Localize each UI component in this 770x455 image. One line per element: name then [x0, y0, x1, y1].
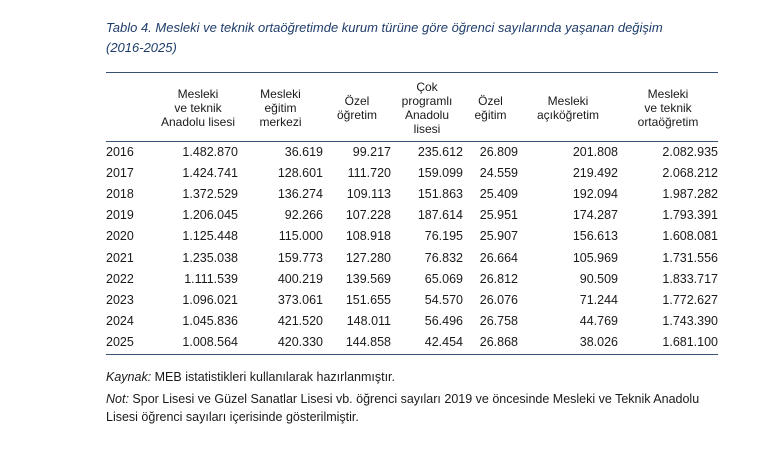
value-cell: 76.832: [424, 250, 463, 265]
note-text: Spor Lisesi ve Güzel Sanatlar Lisesi vb. öğrenci sayıları 2019 ve öncesinde Mesleki ve Teknik Anadolu Lisesi öğrenci sayıları içerisinde gösterilmiştir.: [106, 392, 700, 424]
student-count-table: [106, 74, 718, 353]
table-bottom-rule: [106, 354, 718, 355]
column-header-line: ve teknik: [644, 100, 692, 115]
value-cell: 421.520: [277, 314, 323, 329]
value-cell: 1.206.045: [182, 208, 238, 223]
value-cell: 1.372.529: [182, 186, 238, 201]
table-row: [106, 226, 718, 247]
value-cell: 373.061: [277, 292, 323, 307]
value-cell: 26.868: [479, 335, 518, 350]
table-caption: [106, 18, 726, 58]
column-header-line: lisesi: [413, 121, 441, 136]
value-cell: 187.614: [417, 208, 463, 223]
column-header-line: Mesleki: [647, 86, 689, 101]
value-cell: 105.969: [572, 250, 618, 265]
value-cell: 1.681.100: [662, 335, 718, 350]
column-header-6: [518, 74, 618, 141]
table-row: [106, 141, 718, 162]
column-header-line: Mesleki: [260, 86, 301, 101]
value-cell: 1.125.448: [182, 229, 238, 244]
note-label: Not:: [106, 392, 129, 406]
value-cell: 56.496: [424, 314, 463, 329]
year-header: [106, 74, 158, 141]
value-cell: 1.743.390: [662, 314, 718, 329]
column-header-1: [158, 74, 238, 141]
value-cell: 99.217: [352, 144, 391, 159]
value-cell: 1.008.564: [182, 335, 238, 350]
value-cell: 26.809: [479, 144, 518, 159]
value-cell: 1.045.836: [182, 314, 238, 329]
value-cell: 128.601: [277, 165, 323, 180]
value-cell: 54.570: [424, 292, 463, 307]
column-header-line: Özel: [344, 93, 370, 108]
value-cell: 1.096.021: [182, 292, 238, 307]
table-row: [106, 162, 718, 183]
year-cell: 2020: [106, 229, 134, 244]
column-header-line: Çok: [416, 79, 438, 94]
value-cell: 144.858: [345, 335, 391, 350]
column-header-line: ve teknik: [174, 100, 222, 115]
value-cell: 26.758: [479, 314, 518, 329]
column-header-line: öğretim: [336, 107, 377, 122]
value-cell: 420.330: [277, 335, 323, 350]
value-cell: 2.068.212: [662, 165, 718, 180]
value-cell: 42.454: [424, 335, 463, 350]
value-cell: 25.409: [479, 186, 518, 201]
value-cell: 71.244: [579, 292, 618, 307]
value-cell: 26.812: [479, 271, 518, 286]
note-paragraph: [106, 390, 726, 426]
value-cell: 1.772.627: [662, 292, 718, 307]
value-cell: 139.569: [345, 271, 391, 286]
value-cell: 159.099: [417, 165, 463, 180]
year-cell: 2023: [106, 292, 134, 307]
value-cell: 25.907: [479, 229, 518, 244]
table-row: [106, 247, 718, 268]
value-cell: 111.720: [347, 165, 391, 180]
column-header-4: [391, 74, 463, 141]
value-cell: 26.076: [479, 292, 518, 307]
value-cell: 1.235.038: [182, 250, 238, 265]
column-header-line: Özel: [478, 93, 503, 108]
table-row: [106, 205, 718, 226]
value-cell: 92.266: [284, 208, 323, 223]
value-cell: 192.094: [572, 186, 618, 201]
year-cell: 2021: [106, 250, 134, 265]
source-line: [106, 368, 395, 386]
value-cell: 2.082.935: [662, 144, 718, 159]
year-cell: 2025: [106, 335, 134, 350]
value-cell: 174.287: [572, 208, 618, 223]
column-header-line: ortaöğretim: [637, 114, 699, 129]
table-row: [106, 268, 718, 289]
value-cell: 1.482.870: [182, 144, 238, 159]
column-header-line: eğitim: [474, 107, 507, 122]
value-cell: 76.195: [424, 229, 463, 244]
value-cell: 400.219: [277, 271, 323, 286]
value-cell: 136.274: [277, 186, 323, 201]
table-row: [106, 289, 718, 310]
table-header-row: [106, 74, 718, 141]
value-cell: 219.492: [572, 165, 618, 180]
column-header-line: Mesleki: [547, 93, 589, 108]
value-cell: 156.613: [572, 229, 618, 244]
source-text: MEB istatistikleri kullanılarak hazırlanmıştır.: [151, 370, 395, 384]
value-cell: 115.000: [278, 229, 323, 244]
value-cell: 201.808: [572, 144, 618, 159]
value-cell: 151.863: [417, 186, 463, 201]
table-top-rule: [106, 72, 718, 73]
value-cell: 108.918: [345, 229, 391, 244]
value-cell: 24.559: [479, 165, 518, 180]
column-header-line: Mesleki: [177, 86, 219, 101]
table-row: [106, 311, 718, 332]
column-header-line: Anadolu: [404, 107, 450, 122]
year-cell: 2019: [106, 208, 134, 223]
value-cell: 1.987.282: [662, 186, 718, 201]
column-header-line: programlı: [401, 93, 453, 108]
value-cell: 36.619: [284, 144, 323, 159]
value-cell: 1.833.717: [662, 271, 718, 286]
caption-line-1: Tablo 4. Mesleki ve teknik ortaöğretimde kurum türüne göre öğrenci sayılarında yaşanan değişim: [106, 20, 663, 35]
column-header-3: [323, 74, 391, 141]
column-header-2: [238, 74, 323, 141]
value-cell: 90.509: [579, 271, 618, 286]
value-cell: 1.731.556: [662, 250, 718, 265]
column-header-line: eğitim: [264, 100, 297, 115]
value-cell: 26.664: [479, 250, 518, 265]
value-cell: 65.069: [424, 271, 463, 286]
column-header-line: Anadolu lisesi: [160, 114, 236, 129]
column-header-line: merkezi: [259, 114, 302, 129]
value-cell: 1.424.741: [182, 165, 238, 180]
column-header-7: [618, 74, 718, 141]
column-header-5: [463, 74, 518, 141]
year-cell: 2017: [106, 165, 134, 180]
source-label: Kaynak:: [106, 370, 152, 384]
table-row: [106, 183, 718, 204]
value-cell: 235.612: [417, 144, 463, 159]
caption-line-2: (2016-2025): [106, 40, 177, 55]
value-cell: 25.951: [479, 208, 518, 223]
value-cell: 159.773: [277, 250, 323, 265]
value-cell: 127.280: [345, 250, 391, 265]
table-body: [106, 141, 718, 353]
value-cell: 1.608.081: [662, 229, 718, 244]
value-cell: 38.026: [579, 335, 618, 350]
value-cell: 148.011: [346, 314, 391, 329]
column-header-line: açıköğretim: [536, 107, 600, 122]
value-cell: 109.113: [346, 186, 391, 201]
value-cell: 44.769: [579, 314, 618, 329]
year-cell: 2018: [106, 186, 134, 201]
value-cell: 1.793.391: [662, 208, 718, 223]
table-row: [106, 332, 718, 353]
year-cell: 2022: [106, 271, 134, 286]
value-cell: 1.111.539: [184, 271, 238, 286]
value-cell: 107.228: [345, 208, 391, 223]
year-cell: 2024: [106, 314, 134, 329]
value-cell: 151.655: [345, 292, 391, 307]
year-cell: 2016: [106, 144, 134, 159]
